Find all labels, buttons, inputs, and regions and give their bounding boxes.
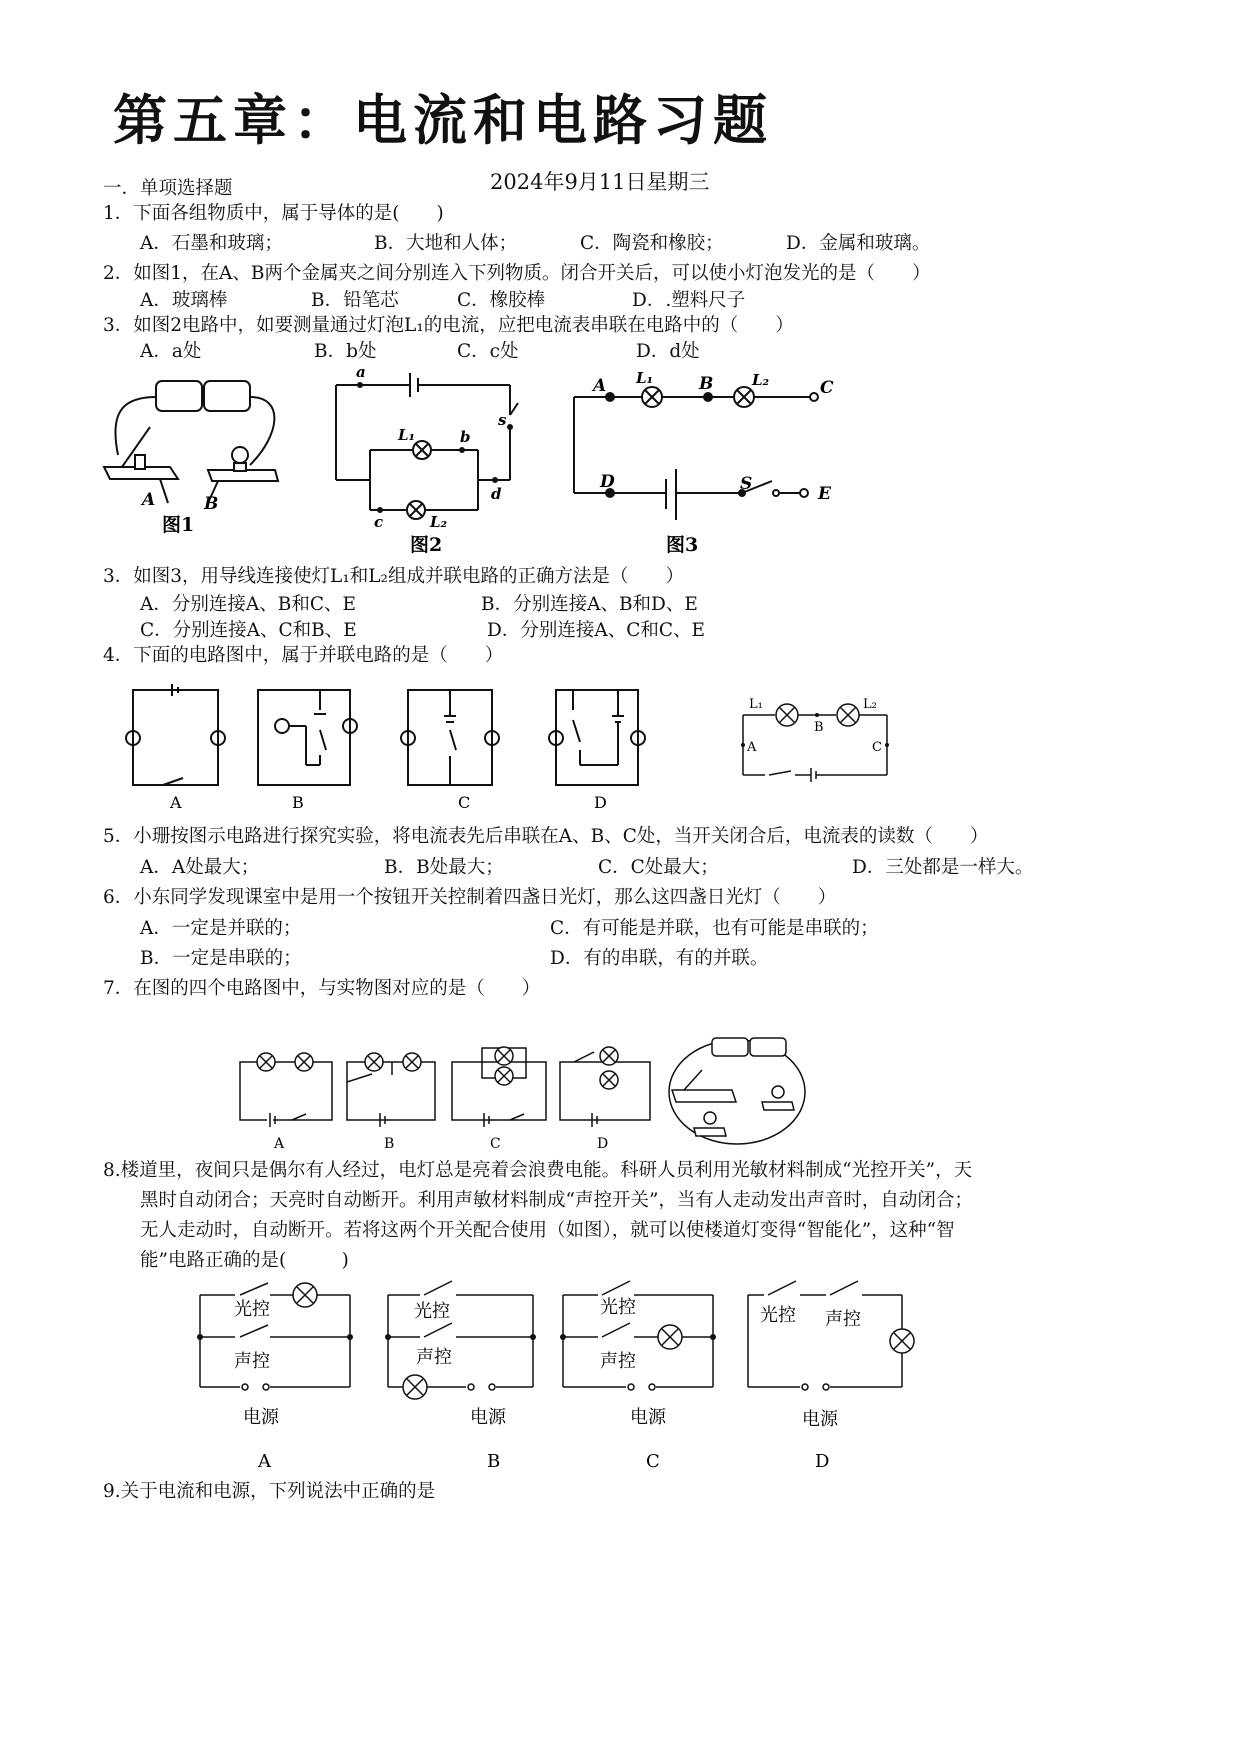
q8a-sound-label: 声控 <box>234 1351 270 1372</box>
q3a-option-c: C．c处 <box>457 341 519 362</box>
q8b-sound-label: 声控 <box>416 1347 452 1368</box>
fig2-label-l1: L₁ <box>398 426 416 444</box>
figure-2 <box>320 365 550 565</box>
q7-label-d: D <box>597 1136 609 1152</box>
q7-label-c: C <box>490 1136 501 1152</box>
q8c-power-label: 电源 <box>630 1407 666 1428</box>
q5-option-d: D．三处都是一样大。 <box>852 857 1034 878</box>
fig3-label-A: A <box>593 376 607 396</box>
q8d-power-label: 电源 <box>802 1409 838 1430</box>
q8-label-b: B <box>487 1451 501 1472</box>
fig2-label-d: d <box>491 485 502 503</box>
q5-circuit <box>735 690 895 790</box>
figure-1 <box>100 375 300 545</box>
q8-label-a: A <box>258 1451 271 1472</box>
q7-stem: 7．在图的四个电路图中，与实物图对应的是（ ） <box>103 978 541 999</box>
q3b-option-a: A．分别连接A、B和C、E <box>140 594 356 615</box>
q8b-power-label: 电源 <box>470 1407 506 1428</box>
q2-option-c: C．橡胶棒 <box>457 290 546 311</box>
q3b-option-b: B．分别连接A、B和D、E <box>481 594 698 615</box>
q3b-option-c: C．分别连接A、C和B、E <box>140 620 357 641</box>
figure-3 <box>570 365 860 565</box>
q6-option-c: C．有可能是并联，也有可能是串联的； <box>550 918 879 939</box>
q7-label-b: B <box>384 1136 395 1152</box>
q7-circuit-options <box>232 1030 812 1155</box>
q5-stem: 5．小珊按图示电路进行探究实验，将电流表先后串联在A、B、C处，当开关闭合后，电流表的读数（ ） <box>103 826 989 847</box>
q8-circuit-options <box>190 1275 930 1480</box>
q4-label-c: C <box>458 793 471 812</box>
fig3-label-B: B <box>699 374 714 394</box>
fig2-label-a: a <box>356 365 366 381</box>
q3b-option-d: D．分别连接A、C和C、E <box>487 620 706 641</box>
fig3-caption: 图3 <box>666 534 699 556</box>
q6-option-a: A．一定是并联的； <box>140 918 302 939</box>
q2-option-d: D．.塑料尺子 <box>632 290 746 311</box>
q5-option-c: C．C处最大； <box>598 857 719 878</box>
q8c-sound-label: 声控 <box>600 1351 636 1372</box>
fig2-caption: 图2 <box>410 534 443 556</box>
q9-stem: 9.关于电流和电源，下列说法中正确的是 <box>103 1481 436 1502</box>
q3a-option-d: D．d处 <box>636 341 700 362</box>
q8-line-3: 无人走动时，自动断开。若将这两个开关配合使用（如图），就可以使楼道灯变得“智能化”，这种“智 <box>140 1220 955 1241</box>
q5-label-b: B <box>814 720 824 735</box>
q4-label-a: A <box>170 793 182 812</box>
fig3-label-E: E <box>818 484 831 504</box>
q3b-stem: 3．如图3，用导线连接使灯L₁和L₂组成并联电路的正确方法是（ ） <box>103 566 684 587</box>
q2-option-b: B．铅笔芯 <box>311 290 399 311</box>
q1-option-d: D．金属和玻璃。 <box>786 233 931 254</box>
q4-label-d: D <box>594 793 607 812</box>
fig2-label-l2: L₂ <box>430 513 448 531</box>
q8d-light-label: 光控 <box>760 1305 796 1326</box>
q4-stem: 4．下面的电路图中，属于并联电路的是（ ） <box>103 645 504 666</box>
q6-option-d: D．有的串联，有的并联。 <box>550 948 769 969</box>
q1-option-a: A．石墨和玻璃； <box>140 233 283 254</box>
q4-label-b: B <box>292 793 304 812</box>
q3a-stem: 3．如图2电路中，如要测量通过灯泡L₁的电流，应把电流表串联在电路中的（ ） <box>103 315 794 336</box>
q7-label-a: A <box>274 1136 285 1152</box>
q2-option-a: A．玻璃棒 <box>140 290 228 311</box>
q8a-power-label: 电源 <box>243 1407 279 1428</box>
q8-line-2: 黑时自动闭合；天亮时自动断开。利用声敏材料制成“声控开关”，当有人走动发出声音时，自动闭合； <box>140 1190 973 1211</box>
fig1-label-b: B <box>204 494 219 514</box>
q5-label-l2: L₂ <box>863 697 877 712</box>
q1-option-b: B．大地和人体； <box>374 233 518 254</box>
q1-stem: 1．下面各组物质中，属于导体的是( ) <box>103 203 444 224</box>
q6-option-b: B．一定是串联的； <box>140 948 302 969</box>
fig3-label-C: C <box>820 378 834 398</box>
q8-line-4: 能”电路正确的是( ) <box>140 1250 349 1271</box>
fig2-label-s: s <box>498 411 507 429</box>
fig3-label-l2: L₂ <box>752 371 770 389</box>
q6-stem: 6．小东同学发现课室中是用一个按钮开关控制着四盏日光灯，那么这四盏日光灯（ ） <box>103 887 837 908</box>
fig3-label-S: S <box>740 474 753 494</box>
fig1-caption: 图1 <box>162 514 195 536</box>
page-title: 第五章：电流和电路习题 <box>113 89 773 152</box>
q4-circuit-options <box>108 680 688 815</box>
fig2-label-c: c <box>374 513 384 531</box>
q3a-option-a: A．a处 <box>140 341 202 362</box>
q5-label-a: A <box>747 740 757 755</box>
fig1-label-a: A <box>142 490 156 510</box>
q8d-sound-label: 声控 <box>825 1309 861 1330</box>
q5-option-b: B．B处最大； <box>384 857 504 878</box>
q8-label-d: D <box>815 1451 830 1472</box>
q5-label-l1: L₁ <box>749 697 763 712</box>
q8b-light-label: 光控 <box>414 1301 450 1322</box>
q8-line-1: 8.楼道里，夜间只是偶尔有人经过，电灯总是亮着会浪费电能。科研人员利用光敏材料制成“光控开关”，天 <box>103 1160 973 1181</box>
date-line: 2024年9月11日星期三 <box>490 170 710 194</box>
q1-option-c: C．陶瓷和橡胶； <box>580 233 724 254</box>
q8a-light-label: 光控 <box>234 1299 270 1320</box>
section-heading: 一．单项选择题 <box>103 178 233 199</box>
q5-option-a: A．A处最大； <box>140 857 260 878</box>
q8c-light-label: 光控 <box>600 1297 636 1318</box>
q3a-option-b: B．b处 <box>314 341 377 362</box>
fig2-label-b: b <box>460 428 471 446</box>
q8-label-c: C <box>646 1451 660 1472</box>
q5-label-c: C <box>872 740 882 755</box>
fig3-label-l1: L₁ <box>636 369 654 387</box>
fig3-label-D: D <box>600 472 615 492</box>
q2-stem: 2．如图1，在A、B两个金属夹之间分别连入下列物质。闭合开关后，可以使小灯泡发光的是（ ） <box>103 263 931 284</box>
